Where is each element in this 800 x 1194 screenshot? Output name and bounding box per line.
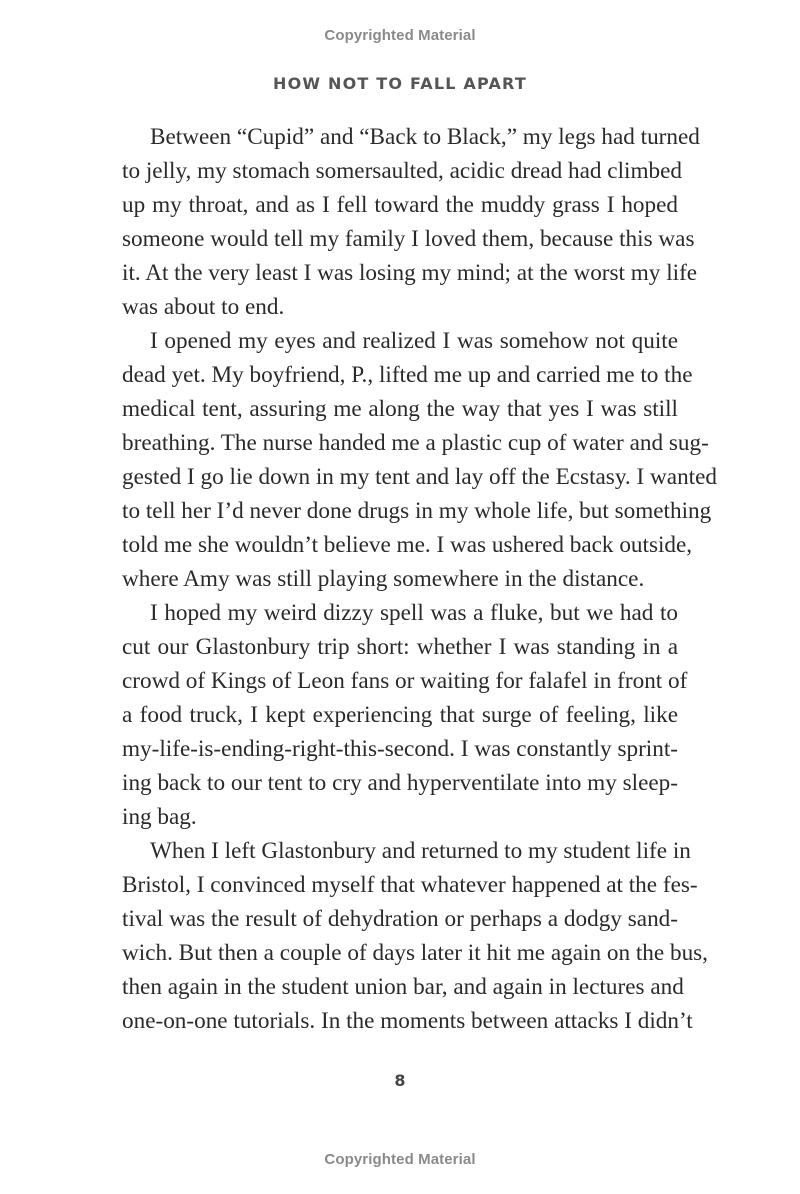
page-number: 8 (394, 1071, 406, 1090)
paragraph (122, 120, 700, 324)
text-line: dead yet. My boyfriend, P., lifted me up and carried me to the (122, 362, 693, 388)
text-line: wich. But then a couple of days later it hit me again on the bus, (122, 940, 708, 966)
text-line: gested I go lie down in my tent and lay off the Ecstasy. I wanted (122, 464, 717, 490)
text-line: was about to end. (122, 294, 285, 320)
text-line: told me she wouldn’t believe me. I was ushered back outside, (122, 532, 693, 558)
text-line: tival was the result of dehydration or perhaps a dodgy sand- (122, 906, 678, 932)
text-line: a food truck, I kept experiencing that surge of feeling, like (122, 702, 678, 728)
text-line: someone would tell my family I loved them, because this was (122, 226, 695, 252)
text-line: my-life-is-ending-right-this-second. I was constantly sprint- (122, 736, 678, 762)
text-line: to tell her I’d never done drugs in my whole life, but something (122, 498, 712, 524)
copyright-watermark-bottom: Copyrighted Material (324, 1151, 476, 1168)
text-line: breathing. The nurse handed me a plastic cup of water and sug- (122, 430, 709, 456)
text-line: one-on-one tutorials. In the moments between attacks I didn’t (122, 1008, 693, 1034)
copyright-watermark-top: Copyrighted Material (324, 27, 476, 44)
text-line: where Amy was still playing somewhere in the distance. (122, 566, 645, 592)
text-line: When I left Glastonbury and returned to my student life in (150, 838, 691, 864)
paragraph (122, 834, 708, 1038)
text-line: I hoped my weird dizzy spell was a fluke, but we had to (150, 600, 678, 626)
text-line: Between “Cupid” and “Back to Black,” my legs had turned (150, 124, 700, 150)
body-text (122, 120, 717, 1038)
paragraph (122, 324, 717, 596)
text-line: Bristol, I convinced myself that whatever happened at the fes- (122, 872, 698, 898)
text-line: I opened my eyes and realized I was somehow not quite (150, 328, 678, 354)
text-line: it. At the very least I was losing my mind; at the worst my life (122, 260, 698, 286)
text-line: ing back to our tent to cry and hyperventilate into my sleep- (122, 770, 678, 796)
text-line: then again in the student union bar, and again in lectures and (122, 974, 684, 1000)
running-head: HOW NOT TO FALL APART (273, 74, 527, 93)
text-line: up my throat, and as I fell toward the muddy grass I hoped (122, 192, 678, 218)
text-line: to jelly, my stomach somersaulted, acidic dread had climbed (122, 158, 682, 184)
text-line: crowd of Kings of Leon fans or waiting for falafel in front of (122, 668, 688, 694)
paragraph (122, 596, 688, 834)
text-line: cut our Glastonbury trip short: whether I was standing in a (122, 634, 678, 660)
text-line: ing bag. (122, 804, 197, 830)
text-line: medical tent, assuring me along the way that yes I was still (122, 396, 678, 422)
